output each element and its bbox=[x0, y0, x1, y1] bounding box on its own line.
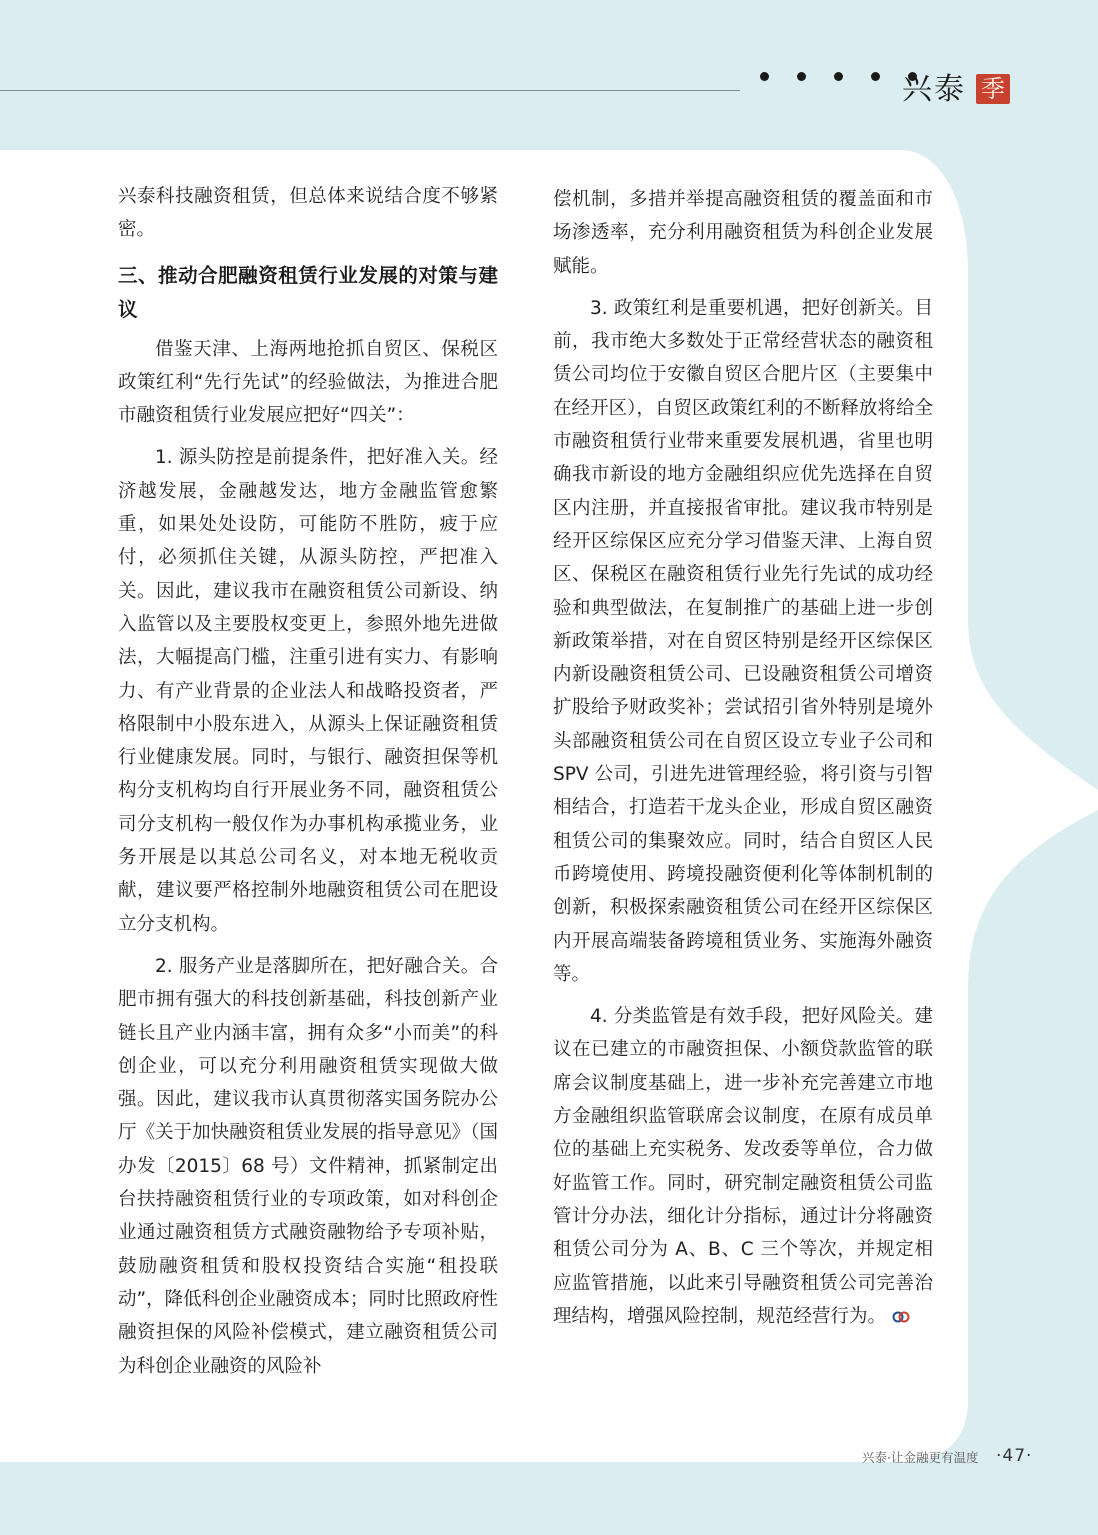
paragraph: 1. 源头防控是前提条件，把好准入关。经济越发展，金融越发达，地方金融监管愈繁重，如果处处设防，可能防不胜防，疲于应付，必须抓住关键，从源头防控，严把准入关。因此，建议我市在融资租赁公司新设、纳入监管以及主要股权变更上，参照外地先进做法，大幅提高门槛，注重引进有实力、有影响力、有产业背景的企业法人和战略投资者，严格限制中小股东进入，从源头上保证融资租赁行业健康发展。同时，与银行、融资担保等机构分支机构均自行开展业务不同，融资租赁公司分支机构一般仅作为办事机构承揽业务，业务开展是以其总公司名义，对本地无税收贡献，建议要严格控制外地融资租赁公司在肥设立分支机构。 bbox=[118, 447, 498, 935]
paragraph-text: 4. 分类监管是有效手段，把好风险关。建议在已建立的市融资担保、小额贷款监管的联席会议制度基础上，进一步补充完善建立市地方金融组织监管联席会议制度，在原有成员单位的基础上充实税务、发改委等单位，合力做好监管工作。同时，研究制定融资租赁公司监管计分办法，细化计分指标，通过计分将融资租赁公司分为 A、B、C 三个等次，并规定相应监管措施，以此来引导融资租赁公司完善治理结构，增强风险控制，规范经营行为。 bbox=[553, 1006, 933, 1327]
header-dots bbox=[760, 72, 917, 81]
header-rule bbox=[0, 90, 740, 91]
end-mark-icon bbox=[892, 1311, 910, 1323]
paragraph: 偿机制，多措并举提高融资租赁的覆盖面和市场渗透率，充分利用融资租赁为科创企业发展赋能。 bbox=[553, 189, 933, 277]
dot bbox=[760, 72, 769, 81]
paragraph: 3. 政策红利是重要机遇，把好创新关。目前，我市绝大多数处于正常经营状态的融资租赁公司均位于安徽自贸区合肥片区（主要集中在经开区），自贸区政策红利的不断释放将给全市融资租赁行业带来重要发展机遇，省里也明确我市新设的地方金融组织应优先选择在自贸区内注册，并直接报省审批。建议我市特别是经开区综保区应充分学习借鉴天津、上海自贸区、保税区在融资租赁行业先行先试的成功经验和典型做法，在复制推广的基础上进一步创新政策举措，对在自贸区特别是经开区综保区内新设融资租赁公司、已设融资租赁公司增资扩股给予财政奖补；尝试招引省外特别是境外头部融资租赁公司在自贸区设立专业子公司和 SPV 公司，引进先进管理经验，将引资与引智相结合，打造若干龙头企业，形成自贸区融资租赁公司的集聚效应。同时，结合自贸区人民币跨境使用、跨境投融资便利化等体制机制的创新，积极探索融资租赁公司在经开区综保区内开展高端装备跨境租赁业务、实施海外融资等。 bbox=[553, 297, 933, 985]
footer-slogan: 兴泰·让金融更有温度 bbox=[862, 1450, 979, 1465]
section-heading: 三、推动合肥融资租赁行业发展的对策与建议 bbox=[118, 263, 498, 321]
brand-title: 兴泰 bbox=[902, 72, 966, 107]
paragraph: 2. 服务产业是落脚所在，把好融合关。合肥市拥有强大的科技创新基础，科技创新产业链长且产业内涵丰富，拥有众多“小而美”的科创企业，可以充分利用融资租赁实现做大做强。因此，建议我市认真贯彻落实国务院办公厅《关于加快融资租赁业发展的指导意见》（国办发〔2015〕68 号）文件精神，抓紧制定出台扶持融资租赁行业的专项政策，如对科创企业通过融资租赁方式融资融物给予专项补贴，鼓励融资租赁和股权投资结合实施“租投联动”，降低科创企业融资成本；同时比照政府性融资担保的风险补偿模式，建立融资租赁公司为科创企业融资的风险补 bbox=[118, 955, 498, 1377]
left-column bbox=[118, 180, 498, 1383]
seal-logo: 季 bbox=[976, 74, 1010, 104]
dot bbox=[871, 72, 880, 81]
paragraph: 兴泰科技融资租赁，但总体来说结合度不够紧密。 bbox=[118, 186, 498, 241]
paragraph bbox=[553, 1000, 933, 1333]
right-column bbox=[553, 183, 933, 1333]
page-number: ·47· bbox=[996, 1446, 1033, 1466]
dot bbox=[834, 72, 843, 81]
dot bbox=[797, 72, 806, 81]
paragraph: 借鉴天津、上海两地抢抓自贸区、保税区政策红利“先行先试”的经验做法，为推进合肥市融资租赁行业发展应把好“四关”： bbox=[118, 338, 498, 427]
